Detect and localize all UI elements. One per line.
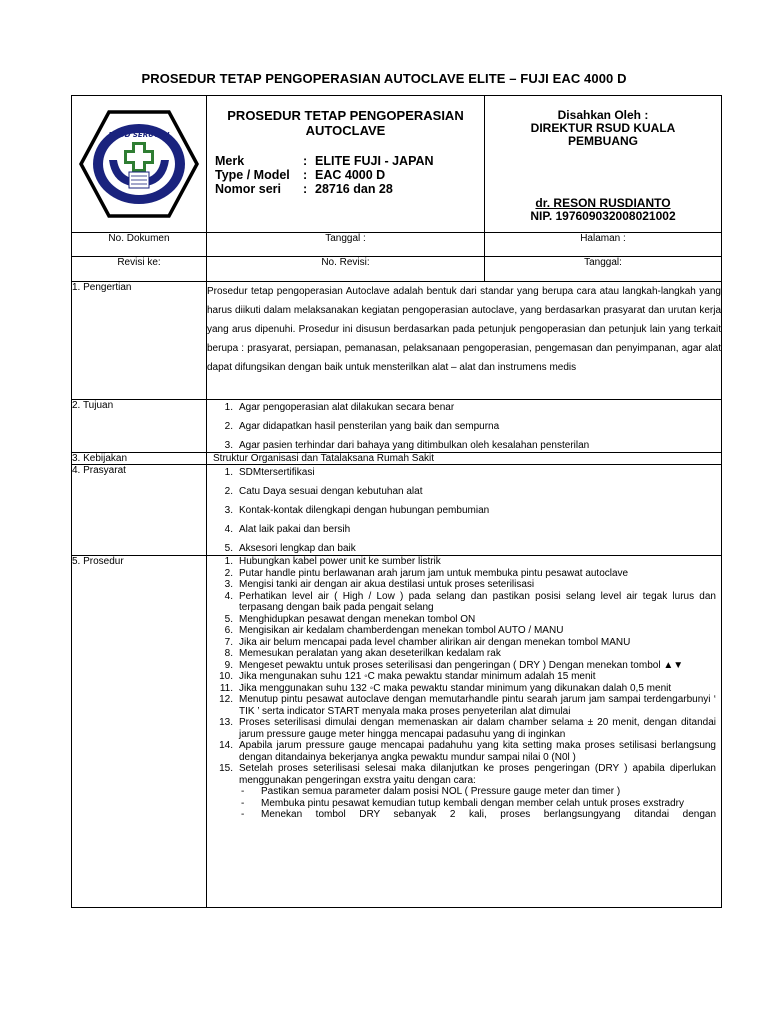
item-text: Mengisi tanki air dengan air akua destilasi untuk proses seterilisasi <box>239 579 535 590</box>
item-number: 2. <box>224 567 233 579</box>
spec-row <box>215 168 484 182</box>
halaman-label: Halaman : <box>485 233 722 257</box>
section-label: 2. Tujuan <box>72 400 207 453</box>
item-number: 11. <box>219 682 233 694</box>
item-text: Jika menggunakan suhu 132 ◦C maka pewaktu standar minimum yang dikunakan dalah 0,5 menit <box>239 682 672 694</box>
revisi-ke-label: Revisi ke: <box>72 257 207 282</box>
list-item <box>207 683 716 695</box>
list-item <box>207 543 716 555</box>
spec-row <box>215 182 484 196</box>
spec-row <box>215 154 484 168</box>
header-row <box>72 96 722 233</box>
item-number: 5. <box>224 613 233 625</box>
pengertian-text: Prosedur tetap pengoperasian Autoclave adalah bentuk dari standar yang berupa cara atau langkah-langkah yang harus diikuti dalam melaksanakan kegiatan pengoperasian autoclave, yang berdasarkan prasyarat dan urutan kerja yang arus dipenuhi. Prosedur ini disusun berdasarkan pada petunjuk pengoperasian dan petunjuk lain yang terkait berupa : prasyarat, persiapan, pemanasan, pelaksanaan pengoperasian, pengemasan dan penyimpanan, agar alat dapat difungsikan dengan baik untuk mensterilkan alat – alat dan instrumens medis <box>207 282 722 400</box>
approval-label: Disahkan Oleh : <box>557 108 649 122</box>
item-text: Aksesori lengkap dan baik <box>239 543 356 554</box>
tanggal2-label: Tanggal: <box>485 257 722 282</box>
sub-item <box>241 809 721 821</box>
section-pengertian <box>72 282 722 400</box>
item-number: 3. <box>224 579 233 590</box>
item-number: 4. <box>224 590 233 602</box>
logo-bottom-text: KUALA PEMBUANG <box>110 204 168 210</box>
list-item <box>207 648 716 660</box>
spec-value: 28716 dan 28 <box>315 182 393 196</box>
spec-key: Nomor seri <box>215 182 281 196</box>
section-label: 4. Prasyarat <box>72 465 207 556</box>
list-item <box>207 579 716 591</box>
item-number: 9. <box>224 659 233 671</box>
list-item <box>207 486 716 498</box>
sub-item-dash: - <box>241 809 245 820</box>
sub-item <box>241 798 721 810</box>
section-label: 5. Prosedur <box>72 556 207 908</box>
item-number: 7. <box>224 636 233 648</box>
item-text: Catu Daya sesuai dengan kebutuhan alat <box>239 486 423 497</box>
item-number: 10. <box>219 671 233 682</box>
logo-cell <box>72 96 207 233</box>
logo-top-text: RSUD SERUYAN <box>108 131 170 139</box>
item-number: 8. <box>224 648 233 659</box>
item-text: Alat laik pakai dan bersih <box>239 524 351 535</box>
approver-nip: NIP. 197609032008021002 <box>530 209 676 223</box>
list-item <box>207 625 716 637</box>
section-kebijakan <box>72 453 722 465</box>
list-item <box>207 591 716 614</box>
sub-item-text: Membuka pintu pesawat kemudian tutup kembali dengan member celah untuk proses exstradry <box>261 797 685 809</box>
list-item <box>207 505 716 517</box>
spec-value: ELITE FUJI - JAPAN <box>315 154 434 168</box>
approval-title-line1: DIREKTUR RSUD KUALA <box>530 121 676 135</box>
kebijakan-text: Struktur Organisasi dan Tatalaksana Rumah Sakit <box>207 453 722 465</box>
spec-sep: : <box>303 168 308 182</box>
prosedur-cell <box>207 556 722 908</box>
item-text: Mengisikan air kedalam chamberdengan menekan tombol AUTO / MANU <box>239 625 564 636</box>
item-number: 1. <box>224 467 233 478</box>
prosedur-list <box>207 556 721 786</box>
item-number: 6. <box>224 625 233 636</box>
list-item <box>207 740 716 763</box>
list-item <box>207 637 716 649</box>
item-text: Agar pasien terhindar dari bahaya yang ditimbulkan oleh kesalahan pensterilan <box>239 440 590 451</box>
approval-cell <box>485 96 722 233</box>
item-number: 4. <box>224 524 233 535</box>
list-item <box>207 671 716 683</box>
sub-item-text: Pastikan semua parameter dalam posisi NOL ( Pressure gauge meter dan timer ) <box>261 786 621 797</box>
approver-name: dr. RESON RUSDIANTO <box>535 196 671 210</box>
header-title-line1: PROSEDUR TETAP PENGOPERASIAN <box>227 108 464 123</box>
spec-list <box>215 154 484 196</box>
list-item <box>207 421 716 433</box>
item-text: Menghidupkan pesawat dengan menekan tombol ON <box>239 613 476 625</box>
spec-sep: : <box>303 182 308 196</box>
approval-title-line2: PEMBUANG <box>567 134 638 148</box>
item-number: 1. <box>224 556 233 567</box>
item-number: 3. <box>224 440 233 451</box>
section-tujuan <box>72 400 722 453</box>
list-item <box>207 402 716 414</box>
title-cell <box>207 96 485 233</box>
item-text: Apabila jarum pressure gauge mencapai padahuhu yang kita setting maka proses setilisasi berlangsung dengan ditandainya bekerjanya angka pewaktu mundur sampai nilai 0 (N0l ) <box>239 740 716 763</box>
item-number: 2. <box>224 486 233 497</box>
list-item <box>207 568 716 580</box>
item-text: Perhatikan level air ( High / Low ) pada selang dan pastikan posisi selang level air tegak lurus dan terpasang dengan baik pada pengait selang <box>239 590 716 613</box>
list-item <box>207 717 716 740</box>
item-text: Memesukan peralatan yang akan deseterilkan kedalam rak <box>239 648 501 659</box>
item-text: Mengeset pewaktu untuk proses seterilisasi dan pengeringan ( DRY ) Dengan menekan tombol ▲▼ <box>239 659 684 671</box>
document-title: PROSEDUR TETAP PENGOPERASIAN AUTOCLAVE ELITE – FUJI EAC 4000 D <box>141 71 627 86</box>
item-text: Setelah proses seterilisasi selesai maka dilanjutkan ke proses pengeringan (DRY ) apabila diperlukan menggunakan pengeringan exstra yaitu dengan cara: <box>239 763 716 786</box>
item-number: 3. <box>224 505 233 516</box>
spec-key: Type / Model <box>215 168 290 182</box>
item-number: 14. <box>219 740 233 751</box>
tujuan-cell <box>207 400 722 453</box>
item-text: Hubungkan kabel power unit ke sumber listrik <box>239 556 441 567</box>
item-text: Jika air belum mencapai pada level chamber alirikan air dengan menekan tombol MANU <box>239 636 631 648</box>
spec-value: EAC 4000 D <box>315 168 386 182</box>
spec-key: Merk <box>215 154 245 168</box>
list-item <box>207 660 716 672</box>
spec-sep: : <box>303 154 308 168</box>
meta-row-2 <box>72 257 722 282</box>
item-text: SDMtersertifikasi <box>239 467 315 478</box>
section-prasyarat <box>72 465 722 556</box>
item-number: 2. <box>224 421 233 432</box>
sub-item <box>241 786 721 798</box>
section-label: 3. Kebijakan <box>72 453 207 465</box>
no-dokumen-label: No. Dokumen <box>72 233 207 257</box>
no-revisi-label: No. Revisi: <box>207 257 485 282</box>
section-label: 1. Pengertian <box>72 282 207 400</box>
sub-item-dash: - <box>241 786 245 797</box>
item-number: 1. <box>224 402 233 413</box>
sub-item-text: Menekan tombol DRY sebanyak 2 kali, proses berlangsungyang ditandai dengan <box>261 809 716 820</box>
prasyarat-list <box>207 467 721 555</box>
item-number: 12. <box>219 694 233 705</box>
list-item <box>207 440 716 452</box>
header-title-line2: AUTOCLAVE <box>305 123 386 138</box>
list-item <box>207 467 716 479</box>
item-text: Proses seterilisasi dimulai dengan memenaskan air dalam chamber selama ± 20 menit, dengan ditandai jarum pressure gauge meter hingga mencapai padasuhu yang di inginkan <box>239 717 716 740</box>
list-item <box>207 614 716 626</box>
item-text: Agar pengoperasian alat dilakukan secara benar <box>239 402 455 413</box>
item-text: Agar didapatkan hasil pensterilan yang baik dan sempurna <box>239 421 500 432</box>
section-prosedur <box>72 556 722 908</box>
item-number: 13. <box>219 717 233 728</box>
list-item <box>207 556 716 568</box>
item-number: 15. <box>219 763 233 774</box>
tujuan-list <box>207 402 721 452</box>
list-item <box>207 694 716 717</box>
list-item <box>207 524 716 536</box>
item-text: Putar handle pintu berlawanan arah jarum jam untuk membuka pintu pesawat autoclave <box>239 567 629 579</box>
item-number: 5. <box>224 543 233 554</box>
item-text: Jika mengunakan suhu 121 ◦C maka pewaktu standar minimum adalah 15 menit <box>239 671 596 682</box>
procedure-table <box>71 95 722 908</box>
hospital-logo <box>79 108 199 220</box>
item-text: Menutup pintu pesawat autoclave dengan memutarhandle pintu searah jarum jam sampai terdengarbunyi ‘ TIK ’ serta indicator START menyala maka proses penyeterilan alat dimulai <box>239 694 716 717</box>
sub-item-dash: - <box>241 797 245 809</box>
tanggal-label: Tanggal : <box>207 233 485 257</box>
meta-row-1 <box>72 233 722 257</box>
item-text: Kontak-kontak dilengkapi dengan hubungan pembumian <box>239 505 490 516</box>
list-item <box>207 763 716 786</box>
prasyarat-cell <box>207 465 722 556</box>
